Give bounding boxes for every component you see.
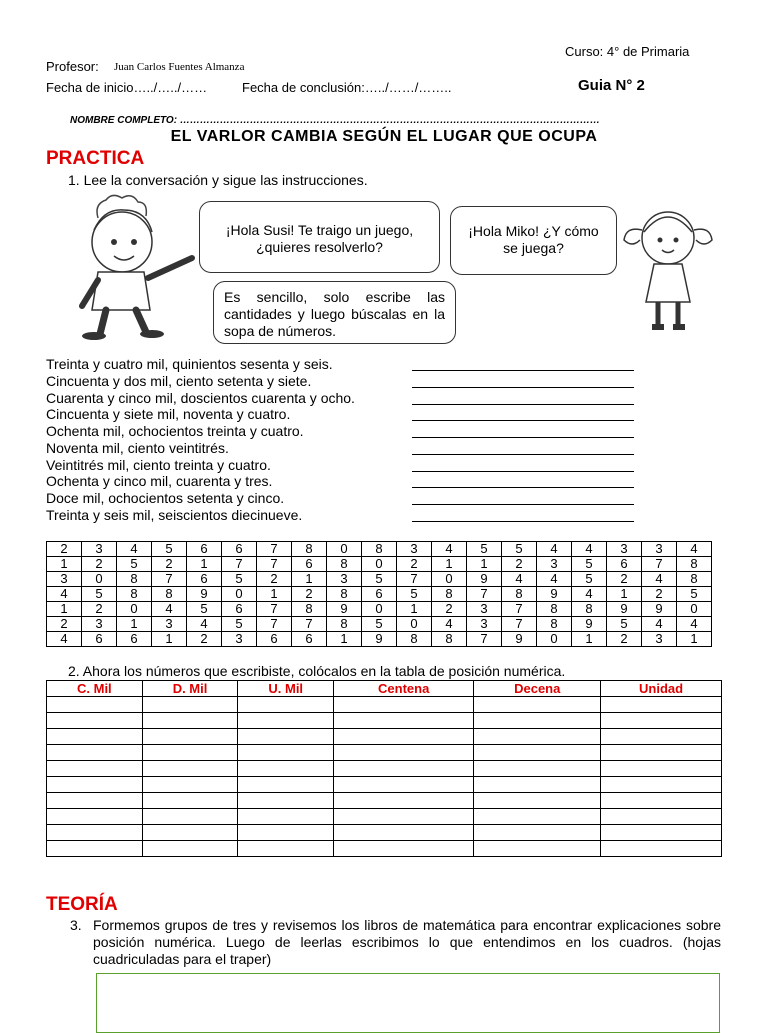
grid-cell: 3: [642, 542, 677, 557]
grid-cell: 3: [467, 617, 502, 632]
table-cell[interactable]: [474, 825, 601, 841]
answer-line[interactable]: [412, 387, 634, 388]
grid-cell: 3: [397, 542, 432, 557]
grid-cell: 0: [362, 557, 397, 572]
instruction-1: 1. Lee la conversación y sigue las instrucciones.: [68, 172, 368, 188]
grid-cell: 4: [47, 632, 82, 647]
table-cell[interactable]: [334, 697, 474, 713]
grid-cell: 4: [642, 572, 677, 587]
grid-cell: 4: [432, 617, 467, 632]
grid-cell: 3: [82, 617, 117, 632]
answer-line[interactable]: [412, 504, 634, 505]
table-cell[interactable]: [142, 825, 238, 841]
grid-cell: 6: [82, 632, 117, 647]
table-row: [47, 697, 722, 713]
grid-cell: 9: [327, 602, 362, 617]
grid-cell: 8: [677, 557, 712, 572]
phrase-6: Noventa mil, ciento veintitrés.: [46, 440, 229, 456]
table-cell[interactable]: [47, 713, 143, 729]
grid-cell: 5: [572, 572, 607, 587]
grid-cell: 5: [397, 587, 432, 602]
grid-cell: 1: [327, 632, 362, 647]
grid-cell: 8: [362, 542, 397, 557]
grid-cell: 5: [467, 542, 502, 557]
girl-illustration: [618, 202, 718, 334]
grid-cell: 3: [537, 557, 572, 572]
column-header: D. Mil: [142, 681, 238, 697]
table-cell[interactable]: [474, 841, 601, 857]
grid-cell: 3: [642, 632, 677, 647]
grid-row: [47, 587, 712, 602]
grid-cell: 4: [152, 602, 187, 617]
grid-cell: 2: [502, 557, 537, 572]
grid-cell: 0: [432, 572, 467, 587]
table-cell[interactable]: [47, 841, 143, 857]
table-cell[interactable]: [142, 841, 238, 857]
grid-cell: 8: [117, 587, 152, 602]
table-cell[interactable]: [238, 777, 334, 793]
grid-cell: 2: [152, 557, 187, 572]
phrase-5: Ochenta mil, ochocientos treinta y cuatro.: [46, 423, 304, 439]
table-cell[interactable]: [238, 809, 334, 825]
item-number-3: 3.: [70, 917, 82, 933]
table-cell[interactable]: [334, 745, 474, 761]
table-cell[interactable]: [474, 729, 601, 745]
speech-bubble-boy-2: Es sencillo, solo escribe las cantidades y luego búscalas en la sopa de números.: [213, 281, 456, 344]
grid-cell: 7: [502, 602, 537, 617]
speech-bubble-girl: ¡Hola Miko! ¿Y cómo se juega?: [450, 206, 617, 275]
grid-row: [47, 632, 712, 647]
grid-cell: 9: [607, 602, 642, 617]
grid-cell: 8: [292, 542, 327, 557]
table-cell[interactable]: [474, 793, 601, 809]
table-row: [47, 841, 722, 857]
grid-cell: 0: [327, 542, 362, 557]
phrase-7: Veintitrés mil, ciento treinta y cuatro.: [46, 457, 271, 473]
grid-row: [47, 617, 712, 632]
grid-row: [47, 542, 712, 557]
grid-cell: 5: [222, 617, 257, 632]
phrase-4: Cincuenta y siete mil, noventa y cuatro.: [46, 406, 291, 422]
grid-cell: 5: [152, 542, 187, 557]
grid-cell: 2: [82, 557, 117, 572]
grid-cell: 6: [292, 557, 327, 572]
grid-cell: 4: [572, 587, 607, 602]
grid-cell: 6: [222, 602, 257, 617]
table-cell[interactable]: [47, 793, 143, 809]
table-cell[interactable]: [142, 761, 238, 777]
grid-cell: 2: [432, 602, 467, 617]
end-date: Fecha de conclusión:…../……/……..: [242, 80, 452, 95]
table-row: [47, 745, 722, 761]
grid-cell: 5: [362, 572, 397, 587]
table-row: [47, 761, 722, 777]
grid-cell: 7: [467, 632, 502, 647]
table-cell[interactable]: [474, 809, 601, 825]
grid-cell: 2: [47, 542, 82, 557]
grid-cell: 5: [117, 557, 152, 572]
table-cell[interactable]: [238, 745, 334, 761]
table-cell[interactable]: [238, 841, 334, 857]
table-cell[interactable]: [601, 777, 722, 793]
table-cell[interactable]: [601, 841, 722, 857]
grid-cell: 6: [187, 572, 222, 587]
grid-cell: 7: [467, 587, 502, 602]
grid-cell: 3: [152, 617, 187, 632]
grid-cell: 2: [397, 557, 432, 572]
table-cell[interactable]: [238, 761, 334, 777]
number-search-grid: [46, 541, 712, 647]
table-cell[interactable]: [334, 777, 474, 793]
grid-cell: 7: [397, 572, 432, 587]
table-cell[interactable]: [47, 729, 143, 745]
grid-cell: 7: [152, 572, 187, 587]
column-header: Centena: [334, 681, 474, 697]
grid-cell: 4: [572, 542, 607, 557]
boy-illustration: [50, 190, 202, 342]
student-name-field: NOMBRE COMPLETO: ………………………………………………………………………………………………………………: [70, 115, 600, 126]
grid-cell: 5: [607, 617, 642, 632]
grid-cell: 8: [502, 587, 537, 602]
grid-cell: 7: [257, 617, 292, 632]
table-cell[interactable]: [601, 713, 722, 729]
table-row: [47, 777, 722, 793]
table-cell[interactable]: [474, 761, 601, 777]
grid-cell: 5: [502, 542, 537, 557]
grid-cell: 5: [82, 587, 117, 602]
grid-cell: 8: [432, 587, 467, 602]
grid-cell: 9: [642, 602, 677, 617]
grid-cell: 8: [327, 617, 362, 632]
guide-number: Guia N° 2: [578, 77, 645, 94]
phrase-8: Ochenta y cinco mil, cuarenta y tres.: [46, 473, 273, 489]
table-cell[interactable]: [47, 761, 143, 777]
grid-cell: 4: [117, 542, 152, 557]
grid-cell: 8: [327, 587, 362, 602]
table-cell[interactable]: [334, 825, 474, 841]
grid-cell: 1: [572, 632, 607, 647]
table-cell[interactable]: [47, 697, 143, 713]
column-header: Unidad: [601, 681, 722, 697]
grid-cell: 9: [362, 632, 397, 647]
answer-line[interactable]: [412, 487, 634, 488]
grid-cell: 1: [677, 632, 712, 647]
grid-cell: 6: [362, 587, 397, 602]
grid-cell: 0: [222, 587, 257, 602]
table-cell[interactable]: [474, 777, 601, 793]
grid-cell: 8: [152, 587, 187, 602]
grid-cell: 5: [187, 602, 222, 617]
instruction-2: 2. Ahora los números que escribiste, colócalos en la tabla de posición numérica.: [68, 663, 566, 679]
table-cell[interactable]: [601, 793, 722, 809]
grid-cell: 5: [677, 587, 712, 602]
grid-cell: 1: [467, 557, 502, 572]
table-cell[interactable]: [142, 809, 238, 825]
page-title: EL VARLOR CAMBIA SEGÚN EL LUGAR QUE OCUPA: [170, 128, 598, 145]
grid-cell: 4: [677, 617, 712, 632]
grid-cell: 1: [117, 617, 152, 632]
grid-cell: 1: [607, 587, 642, 602]
answer-line[interactable]: [412, 404, 634, 405]
grid-cell: 1: [47, 557, 82, 572]
table-cell[interactable]: [142, 729, 238, 745]
grid-cell: 8: [432, 632, 467, 647]
grid-cell: 3: [327, 572, 362, 587]
grid-cell: 6: [292, 632, 327, 647]
grid-cell: 4: [432, 542, 467, 557]
grid-cell: 8: [117, 572, 152, 587]
grid-cell: 7: [642, 557, 677, 572]
grid-cell: 1: [187, 557, 222, 572]
grid-cell: 9: [502, 632, 537, 647]
table-cell[interactable]: [238, 793, 334, 809]
grid-row: [47, 557, 712, 572]
table-row: [47, 729, 722, 745]
grid-cell: 6: [187, 542, 222, 557]
table-cell[interactable]: [601, 697, 722, 713]
grid-cell: 9: [187, 587, 222, 602]
grid-cell: 4: [47, 587, 82, 602]
grid-cell: 0: [677, 602, 712, 617]
grid-cell: 2: [187, 632, 222, 647]
speech-bubble-boy: ¡Hola Susi! Te traigo un juego, ¿quieres resolverlo?: [199, 201, 440, 273]
grid-cell: 4: [642, 617, 677, 632]
grid-cell: 2: [607, 572, 642, 587]
table-cell[interactable]: [334, 761, 474, 777]
table-row: [47, 825, 722, 841]
grid-cell: 7: [222, 557, 257, 572]
grid-cell: 2: [47, 617, 82, 632]
grid-cell: 1: [432, 557, 467, 572]
teoria-text: Formemos grupos de tres y revisemos los libros de matemática para encontrar explicaciones sobre posición numérica. Luego de leerlas escribimos lo que entendimos en los cuadros. (hojas cuadriculadas para el traper): [93, 917, 721, 967]
grid-cell: 0: [537, 632, 572, 647]
grid-cell: 0: [362, 602, 397, 617]
grid-cell: 3: [222, 632, 257, 647]
teoria-heading: TEORÍA: [46, 894, 118, 915]
table-cell[interactable]: [334, 809, 474, 825]
answer-line[interactable]: [412, 454, 634, 455]
grid-cell: 8: [677, 572, 712, 587]
table-cell[interactable]: [601, 729, 722, 745]
grid-cell: 4: [537, 572, 572, 587]
table-cell[interactable]: [47, 825, 143, 841]
grid-cell: 0: [117, 602, 152, 617]
grid-cell: 3: [607, 542, 642, 557]
grid-cell: 8: [537, 602, 572, 617]
practica-heading: PRACTICA: [46, 148, 145, 169]
table-cell[interactable]: [334, 841, 474, 857]
table-cell[interactable]: [238, 697, 334, 713]
grid-cell: 9: [572, 617, 607, 632]
phrase-1: Treinta y cuatro mil, quinientos sesenta y seis.: [46, 356, 333, 372]
table-row: [47, 713, 722, 729]
grid-cell: 3: [467, 602, 502, 617]
grid-cell: 1: [292, 572, 327, 587]
grid-cell: 7: [257, 542, 292, 557]
table-cell[interactable]: [142, 793, 238, 809]
table-row: [47, 809, 722, 825]
grid-cell: 8: [572, 602, 607, 617]
grid-cell: 9: [537, 587, 572, 602]
grid-cell: 4: [677, 542, 712, 557]
grid-cell: 7: [502, 617, 537, 632]
grid-cell: 6: [257, 632, 292, 647]
table-cell[interactable]: [238, 825, 334, 841]
grid-cell: 5: [222, 572, 257, 587]
table-cell[interactable]: [601, 745, 722, 761]
table-cell[interactable]: [474, 697, 601, 713]
grid-row: [47, 572, 712, 587]
table-cell[interactable]: [238, 713, 334, 729]
grid-cell: 6: [607, 557, 642, 572]
table-cell[interactable]: [334, 729, 474, 745]
grid-cell: 7: [292, 617, 327, 632]
grid-cell: 0: [82, 572, 117, 587]
phrase-2: Cincuenta y dos mil, ciento setenta y siete.: [46, 373, 312, 389]
column-header: C. Mil: [47, 681, 143, 697]
table-cell[interactable]: [474, 713, 601, 729]
table-cell[interactable]: [601, 761, 722, 777]
table-cell[interactable]: [601, 825, 722, 841]
teacher-label: Profesor:: [46, 59, 99, 74]
table-cell[interactable]: [142, 745, 238, 761]
answer-line[interactable]: [412, 471, 634, 472]
grid-cell: 5: [362, 617, 397, 632]
table-cell[interactable]: [601, 809, 722, 825]
place-value-table: [46, 680, 722, 857]
grid-cell: 7: [257, 602, 292, 617]
answer-line[interactable]: [412, 437, 634, 438]
column-header: U. Mil: [238, 681, 334, 697]
grid-cell: 1: [152, 632, 187, 647]
phrase-9: Doce mil, ochocientos setenta y cinco.: [46, 490, 285, 506]
grid-cell: 2: [82, 602, 117, 617]
start-date: Fecha de inicio…../…../……: [46, 80, 208, 95]
grid-cell: 1: [397, 602, 432, 617]
teacher-name: Juan Carlos Fuentes Almanza: [114, 61, 245, 73]
grid-cell: 5: [572, 557, 607, 572]
grid-cell: 8: [397, 632, 432, 647]
table-cell[interactable]: [47, 777, 143, 793]
grid-cell: 8: [327, 557, 362, 572]
grid-cell: 4: [187, 617, 222, 632]
grid-cell: 2: [642, 587, 677, 602]
table-cell[interactable]: [334, 713, 474, 729]
answer-line[interactable]: [412, 370, 634, 371]
grid-cell: 6: [117, 632, 152, 647]
answer-box[interactable]: [96, 973, 720, 1033]
grid-cell: 4: [502, 572, 537, 587]
answer-line[interactable]: [412, 420, 634, 421]
grid-cell: 2: [607, 632, 642, 647]
grid-cell: 7: [257, 557, 292, 572]
table-cell[interactable]: [47, 809, 143, 825]
grid-cell: 3: [82, 542, 117, 557]
grid-cell: 3: [47, 572, 82, 587]
grid-cell: 1: [47, 602, 82, 617]
table-cell[interactable]: [474, 745, 601, 761]
grid-cell: 1: [257, 587, 292, 602]
table-cell[interactable]: [334, 793, 474, 809]
table-row: [47, 793, 722, 809]
answer-line[interactable]: [412, 521, 634, 522]
table-cell[interactable]: [142, 713, 238, 729]
grid-cell: 0: [397, 617, 432, 632]
grid-cell: 2: [292, 587, 327, 602]
grid-cell: 8: [537, 617, 572, 632]
grid-cell: 9: [467, 572, 502, 587]
grid-cell: 8: [292, 602, 327, 617]
column-header: Decena: [474, 681, 601, 697]
phrase-3: Cuarenta y cinco mil, doscientos cuarenta y ocho.: [46, 390, 355, 406]
grid-cell: 6: [222, 542, 257, 557]
table-cell[interactable]: [142, 777, 238, 793]
table-cell[interactable]: [47, 745, 143, 761]
course-label: Curso: 4° de Primaria: [565, 44, 690, 59]
grid-row: [47, 602, 712, 617]
table-cell[interactable]: [238, 729, 334, 745]
grid-cell: 2: [257, 572, 292, 587]
table-cell[interactable]: [142, 697, 238, 713]
grid-cell: 4: [537, 542, 572, 557]
phrase-10: Treinta y seis mil, seiscientos diecinueve.: [46, 507, 303, 523]
